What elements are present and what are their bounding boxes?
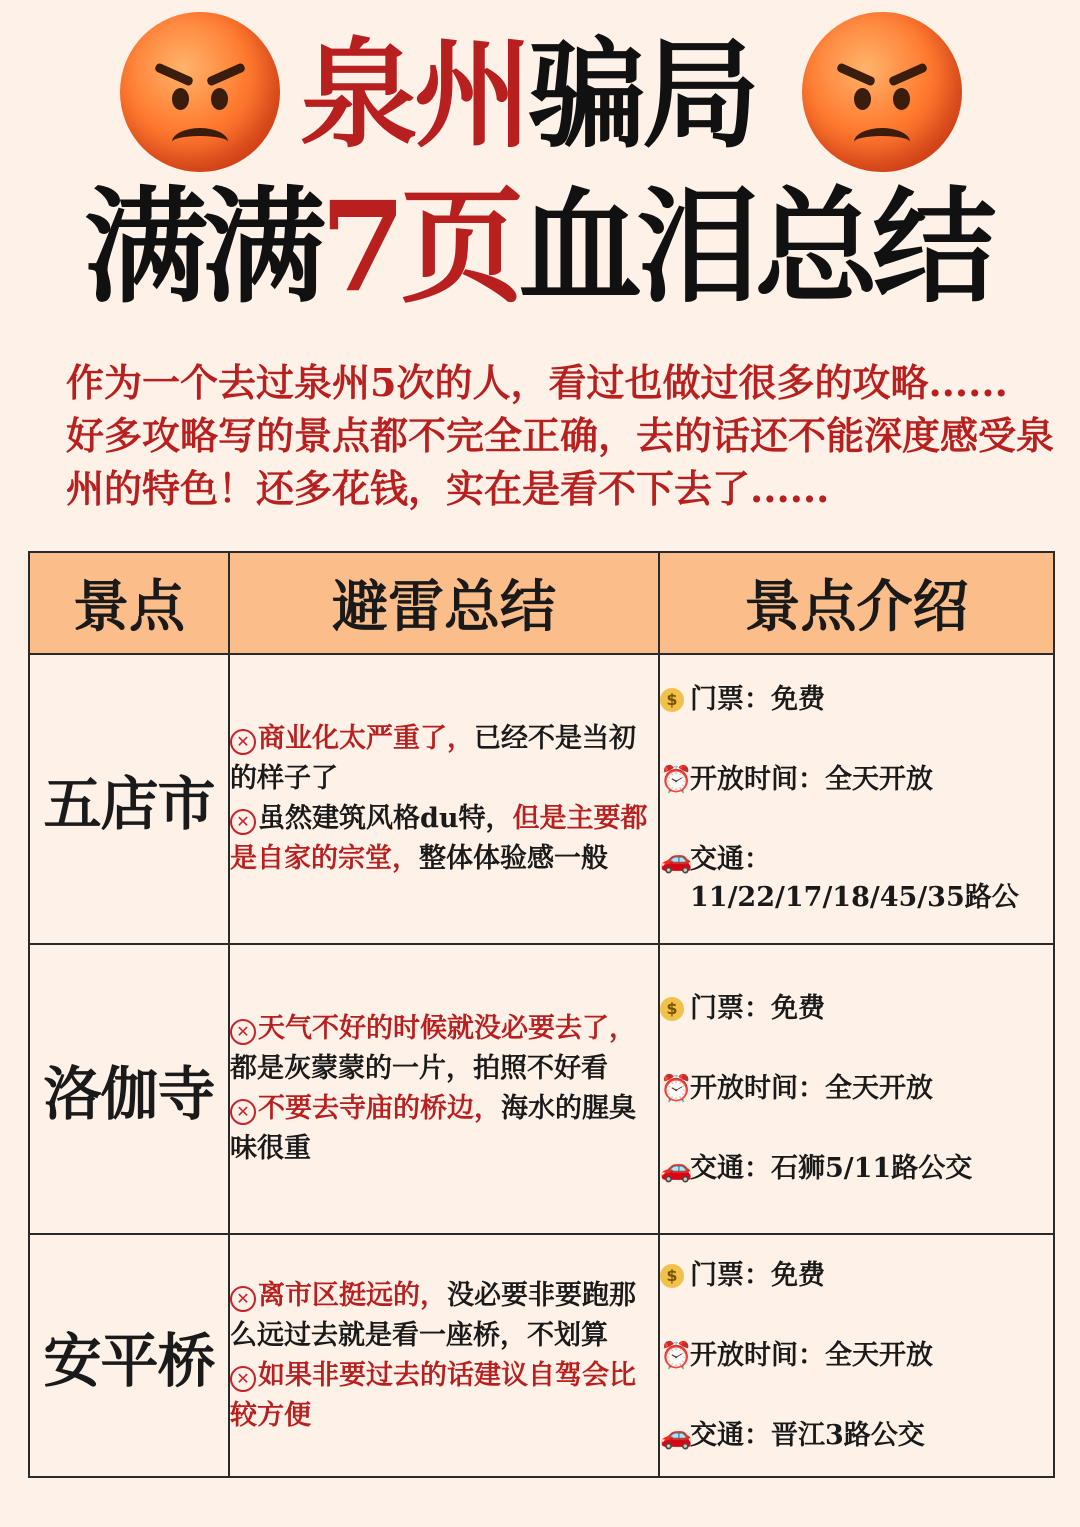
alarm-clock-icon: ⏰: [660, 1340, 693, 1371]
page-title: 泉州骗局: [300, 25, 757, 164]
cross-circle-icon: ✕: [230, 1019, 256, 1045]
cross-circle-icon: ✕: [230, 809, 256, 835]
cross-circle-icon: ✕: [230, 1286, 256, 1312]
info-cell: $ 门票：免费 ⏰ 开放时间：全天开放 🚗 交通：石狮5/11路公交: [659, 944, 1054, 1234]
spot-name: 洛伽寺: [29, 944, 229, 1234]
page-subtitle: 满满7页血泪总结: [84, 175, 991, 320]
angry-face-icon: [120, 12, 280, 172]
money-bag-icon: $: [660, 1264, 684, 1288]
car-icon: 🚗: [660, 1420, 693, 1451]
table-row: [29, 1234, 1054, 1477]
column-header-warning: 避雷总结: [229, 552, 659, 654]
alarm-clock-icon: ⏰: [660, 765, 693, 795]
money-bag-icon: $: [660, 688, 684, 712]
cross-circle-icon: ✕: [230, 729, 256, 755]
info-cell: $ 门票：免费 ⏰ 开放时间：全天开放 🚗 交通：晋江3路公交: [659, 1234, 1054, 1477]
alarm-clock-icon: ⏰: [660, 1074, 693, 1104]
car-icon: 🚗: [660, 1154, 693, 1184]
cross-circle-icon: ✕: [230, 1366, 256, 1392]
warning-cell: ✕ 商业化太严重了，已经不是当初的样子了 ✕ 虽然建筑风格du特，但是主要都是自家的宗堂，整体体验感一般: [229, 654, 659, 944]
spot-name: 五店市: [29, 654, 229, 944]
warning-cell: ✕ 离市区挺远的，没必要非要跑那么远过去就是看一座桥，不划算 ✕ 如果非要过去的话建议自驾会比较方便: [229, 1234, 659, 1477]
info-cell: $ 门票：免费 ⏰ 开放时间：全天开放 🚗 交通： 11/22/17/18/45/35路公: [659, 654, 1054, 944]
spot-name: 安平桥: [29, 1234, 229, 1477]
intro-text: 作为一个去过泉州5次的人，看过也做过很多的攻略...... 好多攻略写的景点都不完全正确，去的话还不能深度感受泉 州的特色！还多花钱，实在是看不下去了......: [66, 360, 1055, 511]
column-header-spot: 景点: [29, 552, 229, 654]
warning-cell: ✕ 天气不好的时候就没必要去了，都是灰蒙蒙的一片，拍照不好看 ✕ 不要去寺庙的桥边，海水的腥臭味很重: [229, 944, 659, 1234]
angry-face-icon: [802, 12, 962, 172]
car-icon: 🚗: [660, 845, 693, 875]
cross-circle-icon: ✕: [230, 1099, 256, 1125]
table-row: [29, 654, 1054, 944]
column-header-intro: 景点介绍: [659, 552, 1054, 654]
table-header-row: [29, 552, 1054, 654]
attraction-table: [28, 551, 1055, 1478]
table-row: [29, 944, 1054, 1234]
money-bag-icon: $: [660, 997, 684, 1021]
